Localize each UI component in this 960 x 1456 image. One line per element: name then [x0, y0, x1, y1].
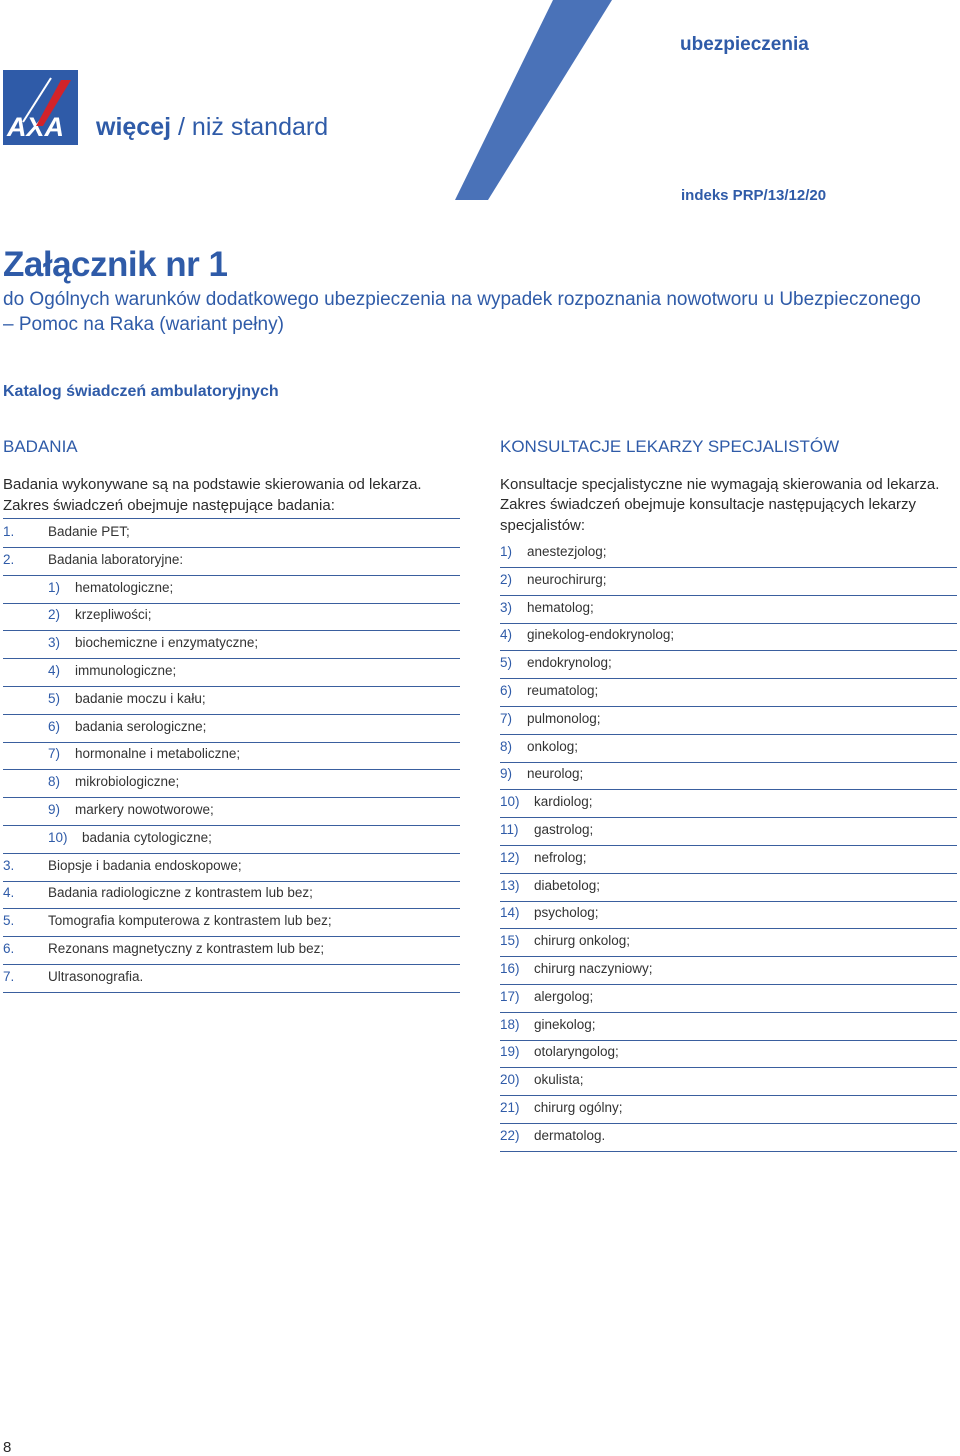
list-item-text: onkolog; — [527, 738, 579, 754]
list-item-text: Tomografia komputerowa z kontrastem lub bez; — [48, 913, 332, 929]
list-item-number: 3) — [48, 635, 61, 651]
list-item-number: 22) — [500, 1127, 520, 1143]
list-item — [3, 826, 460, 854]
consultations-intro-line-1: Konsultacje specjalistyczne nie wymagają skierowania od lekarza. — [500, 476, 940, 493]
list-item — [3, 937, 460, 965]
document-index: indeks PRP/13/12/20 — [681, 187, 827, 204]
list-item-number: 16) — [500, 961, 520, 976]
list-item — [3, 742, 460, 770]
list-item — [3, 715, 460, 743]
list-item-text: immunologiczne; — [75, 663, 177, 678]
list-item-text: otolaryngolog; — [534, 1044, 619, 1060]
consultations-heading: KONSULTACJE LEKARZY SPECJALISTÓW — [500, 437, 840, 456]
list-item — [500, 623, 957, 651]
list-item-text: badania serologiczne; — [75, 718, 207, 734]
list-item-number: 6) — [500, 683, 513, 698]
list-item-text: Badanie PET; — [48, 524, 130, 539]
list-item — [500, 651, 957, 679]
list-item-number: 4) — [48, 663, 61, 678]
logo-text: AXA — [7, 112, 65, 142]
list-item-text: Ultrasonografia. — [48, 968, 144, 984]
list-item — [3, 798, 460, 826]
list-item-text: pulmonolog; — [527, 710, 601, 726]
list-item-text: chirurg naczyniowy; — [534, 961, 653, 976]
list-item-text: dermatolog. — [534, 1127, 606, 1143]
list-item-text: mikrobiologiczne; — [75, 774, 180, 790]
list-item — [500, 735, 957, 763]
list-item-text: hematologiczne; — [75, 579, 174, 595]
list-item — [500, 1124, 957, 1152]
list-item — [500, 679, 957, 707]
list-item-text: alergolog; — [534, 988, 594, 1004]
list-item-number: 20) — [500, 1072, 520, 1088]
consultations-intro-line-2: Zakres świadczeń obejmuje konsultacje następujących lekarzy — [500, 496, 917, 513]
list-item-text: Badania radiologiczne z kontrastem lub bez; — [48, 885, 313, 901]
list-item-text: biochemiczne i enzymatyczne; — [75, 635, 259, 651]
list-item-number: 1) — [48, 579, 61, 595]
list-item — [500, 568, 957, 596]
list-item-number: 8) — [500, 738, 513, 754]
list-item-number: 18) — [500, 1016, 520, 1032]
list-item-text: chirurg ogólny; — [534, 1100, 623, 1115]
list-item-number: 2. — [3, 551, 15, 567]
list-item-number: 7) — [500, 710, 513, 726]
tagline — [96, 113, 328, 142]
tests-intro-line-2: Zakres świadczeń obejmuje następujące badania: — [3, 497, 335, 514]
list-item-text: endokrynolog; — [527, 655, 612, 671]
subtitle-line-1: do Ogólnych warunków dodatkowego ubezpieczenia na wypadek rozpoznania nowotworu u Ubezpieczonego — [3, 289, 921, 310]
list-item-text: Badania laboratoryjne: — [48, 551, 184, 567]
list-item — [3, 687, 460, 715]
divider — [3, 518, 460, 519]
list-item-text: chirurg onkolog; — [534, 933, 631, 949]
subtitle-line-2: – Pomoc na Raka (wariant pełny) — [3, 314, 284, 335]
list-item — [3, 965, 460, 993]
list-item-number: 10) — [48, 829, 68, 845]
list-item-number: 17) — [500, 988, 520, 1004]
list-item-number: 6) — [48, 718, 61, 734]
list-item-text: hormonalne i metaboliczne; — [75, 746, 241, 762]
list-item-number: 14) — [500, 905, 520, 921]
catalog-title: Katalog świadczeń ambulatoryjnych — [3, 383, 279, 400]
list-item — [500, 818, 957, 846]
list-item-text: hematolog; — [527, 599, 594, 615]
list-item-number: 9) — [48, 802, 61, 817]
consultations-intro-line-3: specjalistów: — [500, 517, 586, 534]
list-item — [500, 901, 957, 929]
list-item-number: 4) — [500, 627, 513, 643]
list-item-text: kardiolog; — [534, 794, 593, 810]
list-item-number: 13) — [500, 877, 520, 893]
list-item — [500, 1040, 957, 1068]
list-item — [500, 929, 957, 957]
list-item — [500, 1096, 957, 1124]
list-item-text: diabetolog; — [534, 877, 601, 893]
list-item — [500, 1013, 957, 1041]
list-item-number: 11) — [500, 822, 519, 837]
list-item-number: 4. — [3, 885, 15, 901]
list-item — [3, 603, 460, 631]
axa-logo-icon — [3, 70, 78, 145]
brand-label: ubezpieczenia — [680, 34, 809, 55]
list-item — [500, 846, 957, 874]
list-item-number: 2) — [500, 571, 513, 587]
list-item-number: 7. — [3, 968, 15, 984]
list-item — [3, 770, 460, 798]
list-item — [3, 520, 460, 548]
list-item-number: 21) — [500, 1100, 520, 1115]
list-item — [3, 881, 460, 909]
list-item-text: krzepliwości; — [75, 607, 152, 623]
tests-intro-line-1: Badania wykonywane są na podstawie skierowania od lekarza. — [3, 476, 422, 493]
tests-heading: BADANIA — [3, 437, 78, 456]
list-item-text: gastrolog; — [534, 822, 594, 837]
list-item-text: Rezonans magnetyczny z kontrastem lub bez; — [48, 941, 325, 956]
list-item-number: 10) — [500, 794, 520, 810]
list-item-text: okulista; — [534, 1072, 584, 1088]
tagline-rest: niż standard — [191, 113, 329, 141]
list-item-number: 5) — [48, 690, 61, 706]
list-item — [500, 985, 957, 1013]
diagonal-stripe-graphic — [0, 0, 960, 210]
list-item — [500, 790, 957, 818]
list-item-text: psycholog; — [534, 905, 599, 921]
list-item-text: anestezjolog; — [527, 544, 607, 559]
list-item-text: neurolog; — [527, 766, 584, 782]
tagline-bold: więcej — [96, 113, 172, 141]
list-item-text: badanie moczu i kału; — [75, 690, 206, 706]
list-item-number: 7) — [48, 746, 61, 762]
list-item-text: reumatolog; — [527, 683, 599, 698]
list-item — [3, 854, 460, 882]
list-item — [500, 874, 957, 902]
list-item-number: 12) — [500, 849, 520, 865]
list-item-number: 6. — [3, 941, 15, 956]
list-item-number: 8) — [48, 774, 61, 790]
list-item-text: neurochirurg; — [527, 571, 607, 587]
list-item — [3, 631, 460, 659]
list-item — [500, 1068, 957, 1096]
list-item-text: ginekolog; — [534, 1016, 596, 1032]
list-item — [3, 909, 460, 937]
list-item-text: badania cytologiczne; — [82, 829, 212, 845]
list-item-number: 15) — [500, 933, 520, 949]
axa-logo — [3, 70, 78, 145]
list-item-text: nefrolog; — [534, 849, 587, 865]
list-item-number: 2) — [48, 607, 61, 623]
list-item — [500, 596, 957, 624]
list-item — [500, 762, 957, 790]
list-item — [3, 548, 460, 576]
tagline-slash: / — [178, 113, 185, 141]
list-item-text: Biopsje i badania endoskopowe; — [48, 857, 242, 873]
list-item — [500, 540, 957, 568]
list-item — [500, 957, 957, 985]
list-item-number: 1) — [500, 544, 513, 559]
list-item-number: 5. — [3, 913, 15, 929]
list-item — [3, 659, 460, 687]
list-item — [500, 707, 957, 735]
list-item-number: 3. — [3, 857, 15, 873]
page-number: 8 — [3, 1439, 12, 1456]
list-item-number: 1. — [3, 524, 15, 539]
list-item-number: 9) — [500, 766, 513, 782]
list-item-number: 19) — [500, 1044, 520, 1060]
list-item — [3, 576, 460, 604]
list-item-number: 5) — [500, 655, 513, 671]
list-item-text: ginekolog-endokrynolog; — [527, 627, 675, 643]
list-item-text: markery nowotworowe; — [75, 802, 214, 817]
list-item-number: 3) — [500, 599, 513, 615]
page-title: Załącznik nr 1 — [3, 245, 228, 284]
